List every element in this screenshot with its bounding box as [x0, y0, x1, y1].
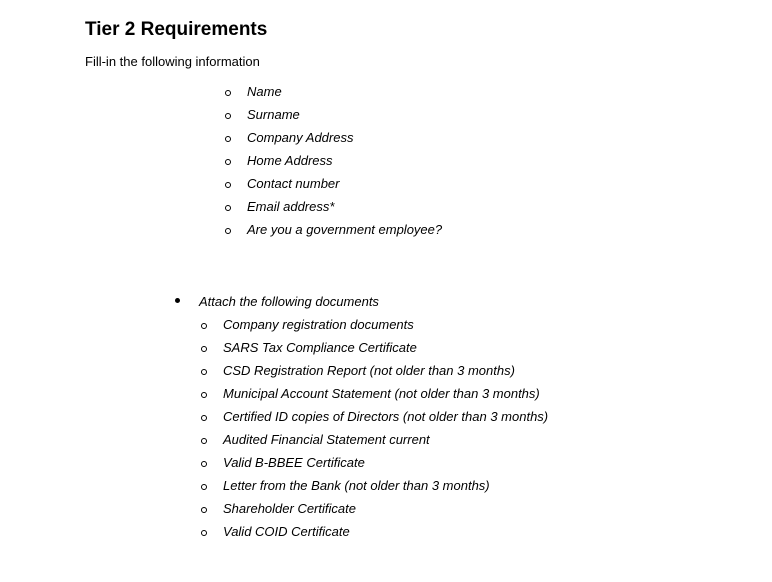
list-item	[223, 432, 548, 455]
info-item-label: Surname	[247, 107, 300, 122]
list-item	[247, 130, 442, 153]
list-item	[223, 317, 548, 340]
list-item	[223, 409, 548, 432]
list-item	[223, 478, 548, 501]
attach-heading: Attach the following documents	[199, 294, 379, 309]
hollow-bullet-icon	[201, 507, 207, 513]
hollow-bullet-icon	[201, 438, 207, 444]
hollow-bullet-icon	[225, 136, 231, 142]
hollow-bullet-icon	[225, 90, 231, 96]
info-item-label: Company Address	[247, 130, 354, 145]
hollow-bullet-icon	[201, 392, 207, 398]
list-item	[223, 340, 548, 363]
list-item	[223, 386, 548, 409]
info-item-label: Are you a government employee?	[247, 222, 443, 237]
document-item-label: Company registration documents	[223, 317, 414, 332]
page-title: Tier 2 Requirements	[85, 19, 268, 40]
filled-bullet-icon	[175, 298, 180, 303]
document-item-label: Certified ID copies of Directors (not older than 3 months)	[223, 409, 549, 424]
documents-list	[223, 317, 548, 547]
hollow-bullet-icon	[225, 159, 231, 165]
list-item	[223, 455, 548, 478]
document-item-label: Audited Financial Statement current	[223, 432, 430, 447]
hollow-bullet-icon	[225, 182, 231, 188]
intro-text: Fill-in the following information	[85, 54, 260, 69]
hollow-bullet-icon	[225, 113, 231, 119]
list-item	[247, 199, 442, 222]
info-item-label: Name	[247, 84, 282, 99]
info-item-label: Home Address	[247, 153, 333, 168]
document-item-label: CSD Registration Report (not older than 3 months)	[223, 363, 515, 378]
list-item	[223, 501, 548, 524]
hollow-bullet-icon	[201, 530, 207, 536]
document-item-label: SARS Tax Compliance Certificate	[223, 340, 417, 355]
list-item	[247, 84, 442, 107]
document-item-label: Letter from the Bank (not older than 3 months)	[223, 478, 490, 493]
document-item-label: Valid B-BBEE Certificate	[223, 455, 365, 470]
list-item	[223, 524, 548, 547]
info-item-label: Email address*	[247, 199, 335, 214]
list-item	[223, 363, 548, 386]
list-item	[247, 176, 442, 199]
list-item	[247, 222, 442, 245]
hollow-bullet-icon	[201, 369, 207, 375]
hollow-bullet-icon	[201, 323, 207, 329]
list-item	[247, 107, 442, 130]
hollow-bullet-icon	[225, 205, 231, 211]
hollow-bullet-icon	[201, 415, 207, 421]
hollow-bullet-icon	[201, 484, 207, 490]
info-item-label: Contact number	[247, 176, 340, 191]
info-list	[247, 84, 442, 245]
hollow-bullet-icon	[201, 346, 207, 352]
hollow-bullet-icon	[201, 461, 207, 467]
document-item-label: Valid COID Certificate	[223, 524, 350, 539]
document-item-label: Municipal Account Statement (not older than 3 months)	[223, 386, 540, 401]
list-item	[247, 153, 442, 176]
document-item-label: Shareholder Certificate	[223, 501, 356, 516]
hollow-bullet-icon	[225, 228, 231, 234]
